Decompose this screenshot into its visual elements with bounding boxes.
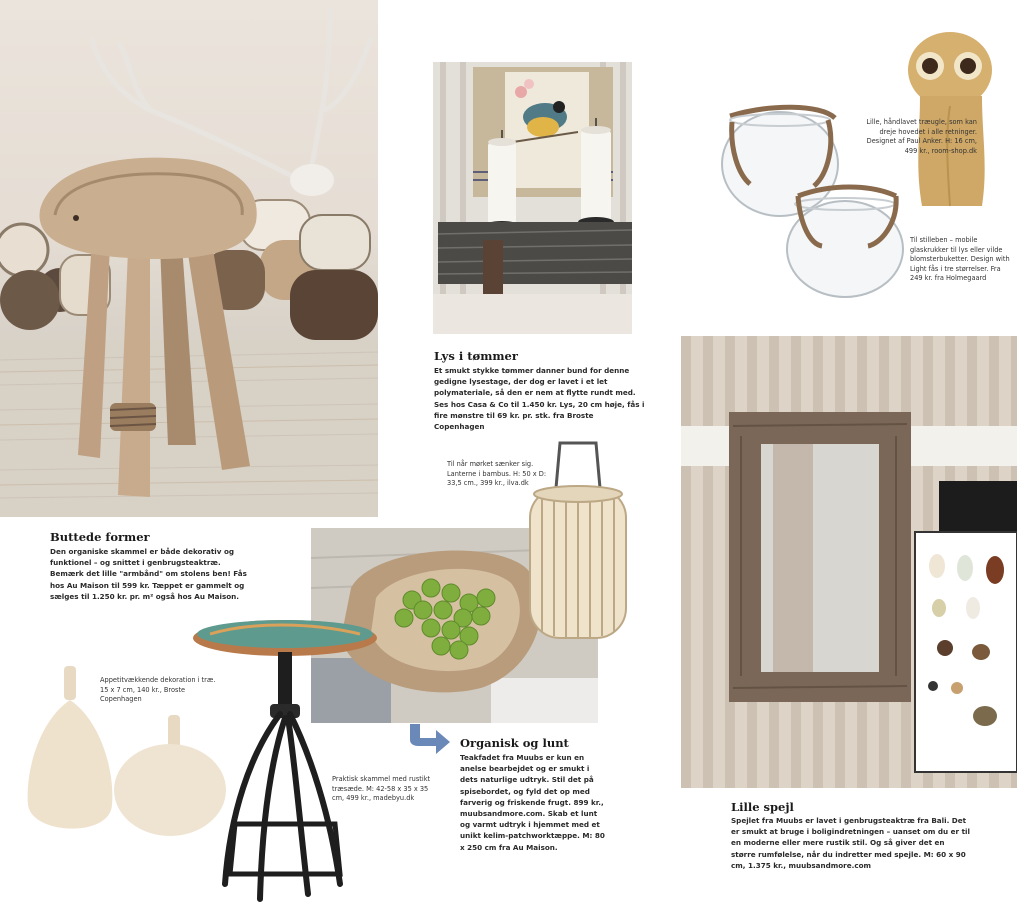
photo-wooden-stool <box>0 0 378 517</box>
article-body-lys-i-tommer: Et smukt stykke tømmer danner bund for denne gedigne lysestage, der dog er lavet i et let polymateriale, så den er nem at flytte rundt med. Ses hos Casa & Co til 1.450 kr. Lys, 20 cm høje, fås i fire mønstre til 69 kr. pr. stk. fra Broste Copenhagen <box>434 366 645 432</box>
photo-mirror <box>681 336 1017 788</box>
article-body-organisk-og-lunt: Teakfadet fra Muubs er kun en anelse bearbejdet og er smukt i dets naturlige udtryk. Stil det på spisebordet, og fyld det op med farverig og friskende frugt. 899 kr., muubsandmore.com. Skab et lunt og varmt udtryk i hjemmet med et unikt kelim-patchworktæppe. M: 80 x 250 cm fra Au Maison. <box>460 753 605 852</box>
article-body-buttede-former: Den organiske skammel er både dekorativ og funktionel – og snittet i genbrugsteaktræ. Bemærk det lille "armbånd" om stolens ben! Fås hos Au Maison til 599 kr. Tæppet er gammelt og sælges til 1.250 kr. pr. m² også hos Au Maison. <box>50 547 247 601</box>
article-title-organisk-og-lunt: Organisk og lunt <box>460 736 569 750</box>
caption-glass-jars: Til stilleben – mobile glaskrukker til lys eller vilde blomsterbuketter. Design with Light fås i tre størrelser. Fra 249 kr. fra Holmegaard <box>910 236 1010 283</box>
article-title-lille-spejl: Lille spejl <box>731 800 794 814</box>
caption-owl: Lille, håndlavet træugle, som kan dreje hovedet i alle retninger. Designet af Paul Anker. H: 16 cm, 499 kr., room-shop.dk <box>866 118 977 155</box>
caption-lantern: Til når mørket sænker sig. Lanterne i bambus. H: 50 x D: 33,5 cm., 399 kr., ilva.dk <box>447 460 547 488</box>
photo-candle-holder <box>433 62 632 334</box>
article-body-lille-spejl: Spejlet fra Muubs er lavet i genbrugsteaktræ fra Bali. Det er smukt at bruge i boligindretningen – uanset om du er til en moderne eller mere rustik stil. Og så giver det en større rumfølelse, når du indretter med spejle. M: 60 x 90 cm, 1.375 kr., muubsandmore.com <box>731 816 970 870</box>
caption-bar-stool: Praktisk skammel med rustikt træsæde. M: 42-58 x 35 x 35 cm, 499 kr., madebyu.dk <box>332 775 431 803</box>
curved-arrow-icon <box>406 722 450 756</box>
article-title-buttede-former: Buttede former <box>50 530 150 544</box>
article-title-lys-i-tommer: Lys i tømmer <box>434 349 518 363</box>
caption-wooden-fruit: Appetitvækkende dekoration i træ. 15 x 7 cm, 140 kr., Broste Copenhagen <box>100 676 216 704</box>
